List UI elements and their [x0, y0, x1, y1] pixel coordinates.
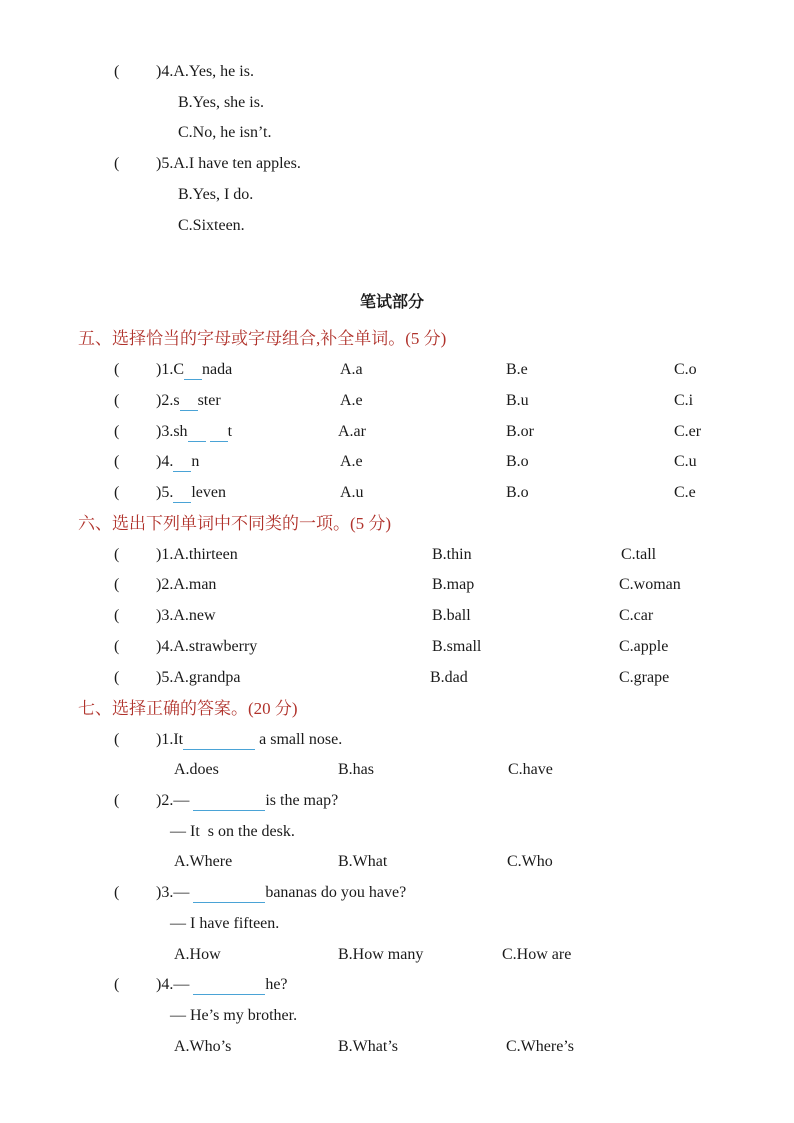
question-stem: )4.A.strawberry — [156, 638, 258, 655]
option-a: A.ar — [338, 423, 366, 440]
question-stem — [156, 883, 406, 903]
stem-prefix: )4. — [156, 453, 174, 470]
option-a: A.How — [174, 946, 221, 963]
answer-blank[interactable] — [173, 456, 191, 472]
option-b: B.o — [506, 453, 529, 470]
option-b: B.How many — [338, 946, 424, 963]
question-paren: ( — [114, 731, 120, 748]
answer-blank[interactable] — [184, 364, 202, 380]
option-c: C.grape — [619, 669, 670, 686]
option-c: C.woman — [619, 576, 681, 593]
option-b: B.What’s — [338, 1038, 398, 1055]
stem-suffix: t — [227, 423, 233, 440]
option-c: C.Sixteen. — [178, 217, 245, 234]
option-b: B.e — [506, 361, 528, 378]
option-a: A.Who’s — [174, 1038, 232, 1055]
question-paren: ( — [114, 607, 120, 624]
stem-suffix: bananas do you have? — [265, 884, 407, 901]
option-b: B.dad — [430, 669, 468, 686]
option-c: C.have — [508, 761, 553, 778]
answer-blank[interactable] — [183, 734, 255, 750]
dialogue-reply: — It s on the desk. — [170, 823, 295, 840]
option-c: C.er — [674, 423, 702, 440]
stem-prefix: )1.It — [156, 731, 184, 748]
question-paren: ( — [114, 361, 120, 378]
option-b: B.or — [506, 423, 534, 440]
question-paren: ( — [114, 63, 120, 80]
stem-suffix: leven — [191, 484, 226, 501]
question-stem — [156, 791, 338, 811]
section-heading: 六、选出下列单词中不同类的一项。(5 分) — [78, 514, 392, 533]
stem-prefix: )5. — [156, 484, 174, 501]
stem-prefix: )4.— — [156, 976, 194, 993]
option-c: C.i — [674, 392, 694, 409]
question-stem — [156, 452, 199, 472]
question-stem: )5.A.grandpa — [156, 669, 241, 686]
question-paren: ( — [114, 423, 120, 440]
question-paren: ( — [114, 453, 120, 470]
option-b: B.u — [506, 392, 529, 409]
option-c: C.apple — [619, 638, 669, 655]
option-a: A.a — [340, 361, 363, 378]
option-b: B.o — [506, 484, 529, 501]
option-a: A.e — [340, 453, 363, 470]
section-heading: 五、选择恰当的字母或字母组合,补全单词。(5 分) — [78, 329, 447, 348]
stem-prefix: )3.sh — [156, 423, 188, 440]
stem-suffix: is the map? — [265, 792, 339, 809]
question-stem: )1.A.thirteen — [156, 546, 238, 563]
question-paren: ( — [114, 884, 120, 901]
option-a: A.Where — [174, 853, 233, 870]
option-c: C.car — [619, 607, 654, 624]
stem-prefix: )1.C — [156, 361, 184, 378]
answer-blank[interactable] — [193, 795, 265, 811]
stem-suffix: he? — [265, 976, 288, 993]
question-stem: )2.A.man — [156, 576, 217, 593]
option-b: B.Yes, I do. — [178, 186, 254, 203]
question-paren: ( — [114, 155, 120, 172]
option-c: C.o — [674, 361, 697, 378]
question-paren: ( — [114, 484, 120, 501]
option-b: B.small — [432, 638, 482, 655]
option-c: C.e — [674, 484, 696, 501]
question-paren: ( — [114, 392, 120, 409]
option-b: B.ball — [432, 607, 471, 624]
stem-prefix: )2.s — [156, 392, 180, 409]
question-stem — [156, 360, 232, 380]
option-b: B.What — [338, 853, 388, 870]
option-b: B.has — [338, 761, 374, 778]
stem-suffix: a small nose. — [255, 731, 343, 748]
answer-blank[interactable] — [193, 887, 265, 903]
question-stem: )3.A.new — [156, 607, 216, 624]
option-c: C.Where’s — [506, 1038, 574, 1055]
option-c: C.Who — [507, 853, 553, 870]
answer-blank[interactable] — [173, 487, 191, 503]
stem-prefix: )3.— — [156, 884, 194, 901]
question-stem: )4.A.Yes, he is. — [156, 63, 254, 80]
question-paren: ( — [114, 576, 120, 593]
option-a: A.u — [340, 484, 364, 501]
stem-prefix: )2.— — [156, 792, 194, 809]
option-c: C.No, he isn’t. — [178, 124, 272, 141]
question-stem — [156, 391, 221, 411]
option-c: C.u — [674, 453, 697, 470]
answer-blank[interactable] — [210, 426, 228, 442]
answer-blank[interactable] — [188, 426, 206, 442]
stem-suffix: nada — [202, 361, 233, 378]
question-stem — [156, 975, 288, 995]
dialogue-reply: — I have fifteen. — [170, 915, 280, 932]
option-c: C.How are — [502, 946, 572, 963]
option-c: C.tall — [621, 546, 657, 563]
question-paren: ( — [114, 669, 120, 686]
option-b: B.Yes, she is. — [178, 94, 264, 111]
option-a: A.does — [174, 761, 219, 778]
question-stem — [156, 422, 232, 442]
question-stem — [156, 483, 226, 503]
question-paren: ( — [114, 546, 120, 563]
option-b: B.map — [432, 576, 475, 593]
answer-blank[interactable] — [180, 395, 198, 411]
question-paren: ( — [114, 792, 120, 809]
section-heading: 七、选择正确的答案。(20 分) — [78, 699, 298, 718]
dialogue-reply: — He’s my brother. — [170, 1007, 298, 1024]
question-paren: ( — [114, 976, 120, 993]
question-stem: )5.A.I have ten apples. — [156, 155, 301, 172]
stem-suffix: n — [191, 453, 200, 470]
question-paren: ( — [114, 638, 120, 655]
option-b: B.thin — [432, 546, 472, 563]
option-a: A.e — [340, 392, 363, 409]
page-title: 笔试部分 — [360, 292, 425, 311]
answer-blank[interactable] — [193, 979, 265, 995]
stem-suffix: ster — [197, 392, 221, 409]
question-stem — [156, 730, 342, 750]
